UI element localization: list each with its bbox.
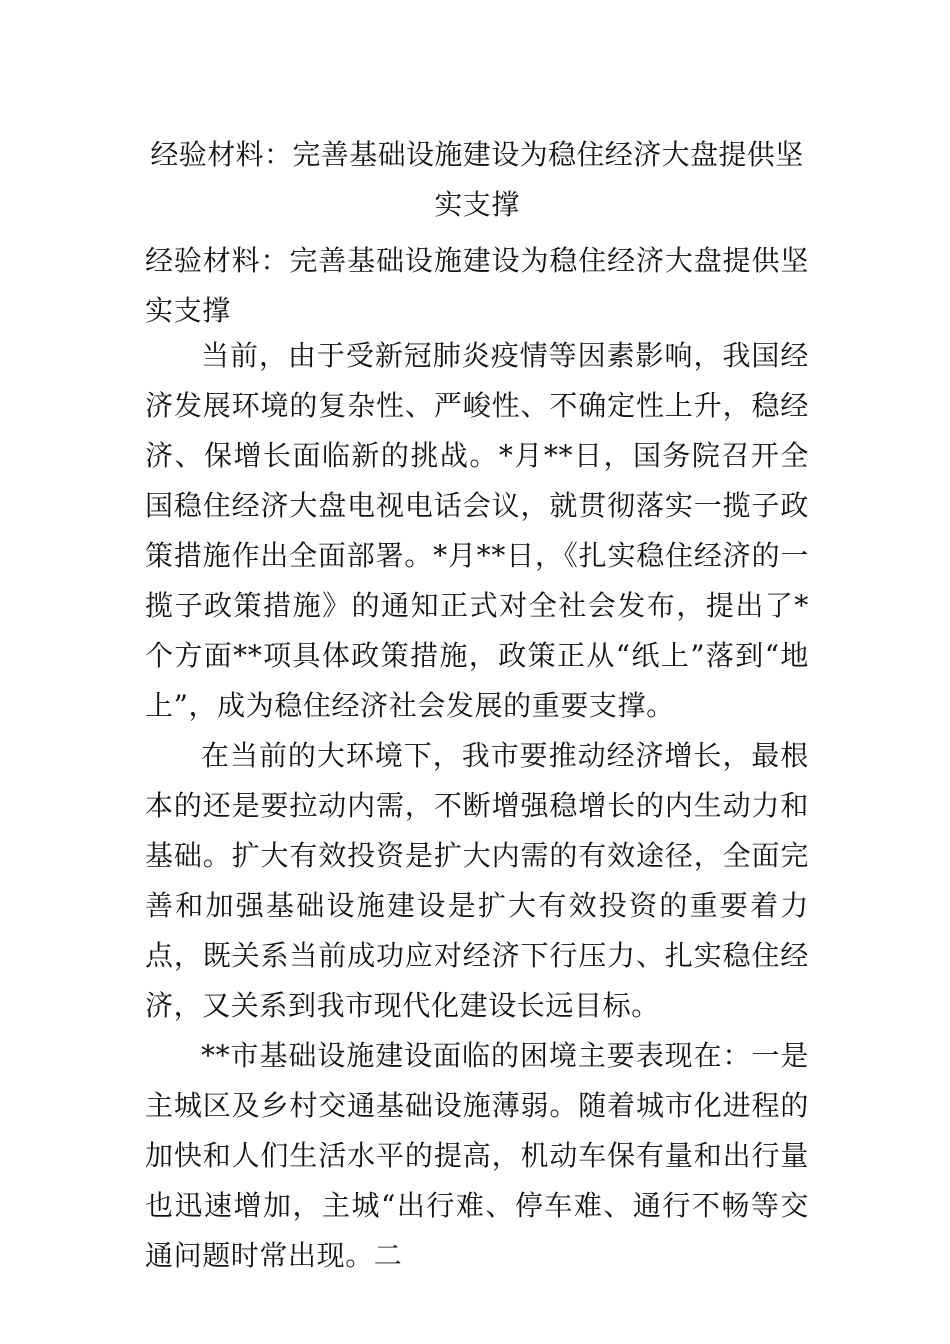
document-subtitle: 经验材料：完善基础设施建设为稳住经济大盘提供坚实支撑 [145,244,809,327]
document-body [145,331,809,1281]
document-title: 经验材料：完善基础设施建设为稳住经济大盘提供坚实支撑 [150,138,804,221]
paragraph: 当前，由于受新冠肺炎疫情等因素影响，我国经济发展环境的复杂性、严峻性、不确定性上升，稳经济、保增长面临新的挑战。*月**日，国务院召开全国稳住经济大盘电视电话会议，就贯彻落实一揽子政策措施作出全面部署。*月**日，《扎实稳住经济的一揽子政策措施》的通知正式对全社会发布，提出了*个方面**项具体政策措施，政策正从“纸上”落到“地上”，成为稳住经济社会发展的重要支撑。 [145,339,809,722]
paragraph: 在当前的大环境下，我市要推动经济增长，最根本的还是要拉动内需，不断增强稳增长的内生动力和基础。扩大有效投资是扩大内需的有效途径，全面完善和加强基础设施建设是扩大有效投资的重要着力点，既关系当前成功应对经济下行压力、扎实稳住经济，又关系到我市现代化建设长远目标。 [145,739,809,1022]
paragraph: **市基础设施建设面临的困境主要表现在：一是主城区及乡村交通基础设施薄弱。随着城市化进程的加快和人们生活水平的提高，机动车保有量和出行量也迅速增加，主城“出行难、停车难、通行不畅等交通问题时常出现。二 [145,1039,809,1272]
